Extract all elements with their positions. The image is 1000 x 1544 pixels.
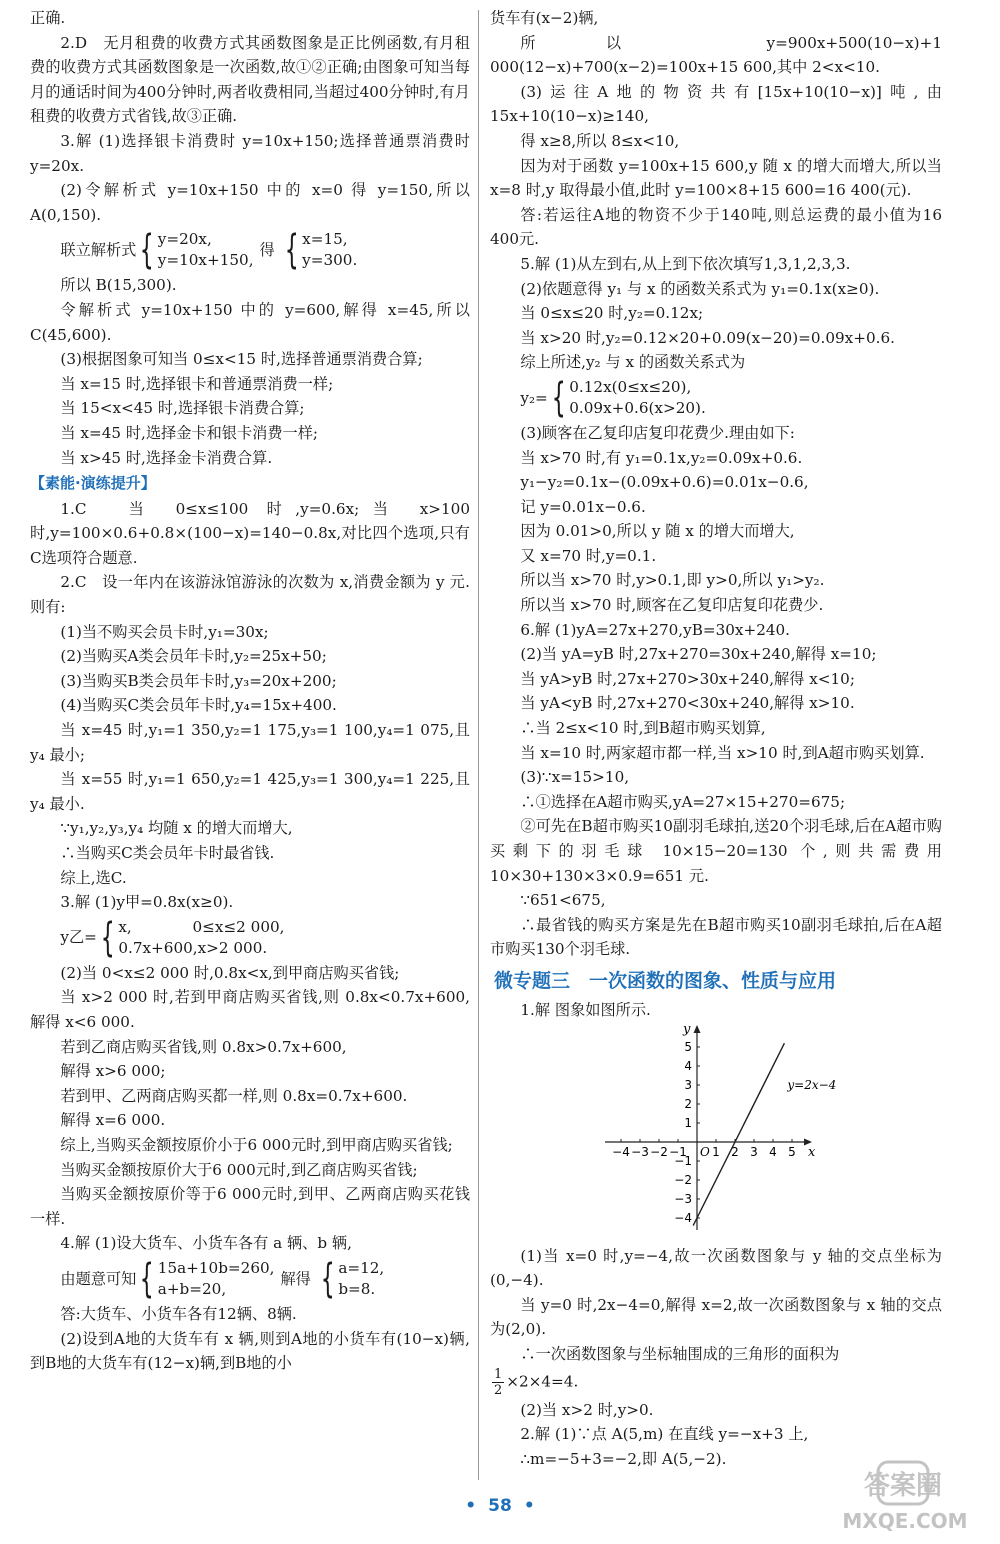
brace: { (551, 374, 566, 421)
fraction-line (490, 1367, 942, 1398)
text-paragraph: 综上所述,y₂ 与 x 的函数关系式为 (520, 353, 746, 372)
system-line: 0.12x(0≤x≤20), (569, 377, 692, 396)
topic-heading: 微专题三 一次函数的图象、性质与应用 (494, 969, 837, 992)
text-paragraph: (4)当购买C类会员年卡时,y₄=15x+400. (60, 696, 337, 715)
fraction (492, 1367, 504, 1398)
y-tick-label: 1 (684, 1115, 692, 1130)
function-line-label: y=2x−4 (787, 1077, 837, 1092)
equation-system (30, 914, 470, 961)
system-line: x, 0≤x≤2 000, (118, 917, 285, 936)
text-paragraph: (3)顾客在乙复印店复印花费少.理由如下: (520, 423, 795, 442)
text-paragraph: ∵651<675, (520, 891, 606, 910)
y-tick-label: 3 (684, 1077, 692, 1092)
text-paragraph: 正确. (30, 9, 66, 27)
system-prefix: y乙= (60, 928, 97, 947)
text-paragraph: (1)当 x=0 时,y=−4,故一次函数图象与 y 轴的交点坐标为(0,−4). (490, 1246, 942, 1290)
system-line: y=300. (302, 251, 358, 270)
text-paragraph: 综上,当购买金额按原价小于6 000元时,到甲商店购买省钱; (60, 1135, 453, 1154)
right-column-top (490, 6, 942, 1023)
y-axis-arrow (694, 1025, 701, 1033)
system-prefix: y₂= (520, 388, 548, 407)
text-paragraph: 当 x>20 时,y₂=0.12×20+0.09(x−20)=0.09x+0.6. (520, 328, 895, 347)
text-paragraph: 当 x>2 000 时,若到甲商店购买省钱,则 0.8x<0.7x+600,解得 x<6 000. (30, 988, 470, 1031)
text-paragraph: 令解析式 y=10x+150 中的 y=600,解得 x=45,所以C(45,600). (30, 300, 470, 344)
text-paragraph: (2)依题意得 y₁ 与 x 的函数关系式为 y₁=0.1x(x≥0). (520, 279, 880, 298)
y-tick-label: 2 (684, 1096, 692, 1111)
text-paragraph: 所以 y=900x+500(10−x)+1 000(12−x)+700(x−2)=100x+15 600,其中 2<x<10. (490, 33, 942, 77)
text-paragraph: 当 x=45 时,选择金卡和银卡消费一样; (60, 423, 319, 442)
text-paragraph: 1.C 当 0≤x≤100 时,y=0.6x;当 x>100 时,y=100×0.6+0.8×(100−x)=140−0.8x,对比四个选项,只有C选项符合题意. (30, 499, 470, 567)
text-paragraph: ∴①选择在A超市购买,yA=27×15+270=675; (520, 792, 846, 811)
function-line (693, 1043, 784, 1225)
text-paragraph: (1)当不购买会员卡时,y₁=30x; (60, 622, 269, 641)
system-line: a+b=20, (157, 1279, 227, 1298)
text-paragraph: 记 y=0.01x−0.6. (520, 497, 646, 516)
y-tick-label: 5 (684, 1039, 692, 1054)
system-line: 0.09x+0.6(x>20). (569, 398, 706, 417)
x-tick-label: 1 (712, 1144, 720, 1159)
text-paragraph: 因为 0.01>0,所以 y 随 x 的增大而增大, (520, 522, 795, 541)
y-tick-label: −4 (674, 1210, 692, 1225)
text-paragraph: (2)当 0<x≤2 000 时,0.8x<x,到甲商店购买省钱; (60, 963, 400, 982)
text-paragraph: (3)∵x=15>10, (520, 768, 630, 787)
text-paragraph: ∴最省钱的购买方案是先在B超市购买10副羽毛球拍,后在A超市购买130个羽毛球. (490, 915, 942, 959)
y-tick-label: −1 (674, 1153, 692, 1168)
text-paragraph: 当 x=10 时,两家超市都一样,当 x>10 时,到A超市购买划算. (520, 743, 925, 762)
text-paragraph: 得 x≥8,所以 8≤x<10, (520, 131, 680, 150)
text-paragraph: ∴一次函数图象与坐标轴围成的三角形的面积为 (520, 1344, 840, 1363)
x-tick-label: 2 (731, 1144, 739, 1159)
watermark-url: MXQE.COM (842, 1509, 968, 1533)
system-line: 15a+10b=260, (157, 1258, 275, 1277)
text-paragraph: 1.解 图象如图所示. (520, 1000, 651, 1019)
text-paragraph: (3)当购买B类会员年卡时,y₃=20x+200; (60, 671, 337, 690)
y-tick-label: 4 (684, 1058, 692, 1073)
text-paragraph: 因为对于函数 y=100x+15 600,y 随 x 的增大而增大,所以当 x=8 时,y 取得最小值,此时 y=100×8+15 600=16 400(元). (490, 156, 942, 200)
text-paragraph: y₁−y₂=0.1x−(0.09x+0.6)=0.01x−0.6, (520, 473, 809, 492)
brace: { (140, 227, 155, 274)
text-paragraph: 若到乙商店购买省钱,则 0.8x>0.7x+600, (60, 1037, 347, 1056)
text-paragraph: (2)设到A地的大货车有 x 辆,则到A地的小货车有(10−x)辆,到B地的大货车有(12−x)辆,到B地的小 (30, 1329, 470, 1373)
text-paragraph: 当 x>70 时,有 y₁=0.1x,y₂=0.09x+0.6. (520, 448, 803, 467)
system-line: b=8. (338, 1279, 376, 1298)
system-solution (338, 1258, 384, 1300)
fraction-numerator: 1 (494, 1366, 503, 1382)
text-paragraph: 当 15<x<45 时,选择银卡消费合算; (60, 399, 305, 418)
text-paragraph: 5.解 (1)从左到右,从上到下依次填写1,3,1,2,3,3. (520, 254, 851, 273)
right-column (490, 6, 942, 1471)
text-paragraph: 又 x=70 时,y=0.1. (520, 546, 657, 565)
y-axis-label: y (683, 1021, 691, 1037)
fraction-tail: ×2×4=4. (506, 1372, 579, 1391)
watermark-text: 答案圈 (863, 1471, 943, 1501)
system-lines (158, 229, 254, 271)
text-paragraph: 2.D 无月租费的收费方式其函数图象是正比例函数,有月租费的收费方式其函数图象是一次函数,故①②正确;由图象可知当每月的通话时间为400分钟时,两者收费相同,当超过400分钟时,有月租费的收费方式省钱,故③正确. (30, 33, 470, 126)
system-lines (118, 917, 284, 959)
x-tick-label: −3 (631, 1144, 649, 1159)
brace: { (320, 1255, 335, 1302)
watermark-logo (820, 1456, 990, 1536)
text-paragraph: (2)令解析式 y=10x+150 中的 x=0 得 y=150,所以A(0,150). (30, 181, 470, 224)
text-paragraph: (2)当 yA=yB 时,27x+270=30x+240,解得 x=10; (520, 645, 877, 664)
brace: { (140, 1255, 155, 1302)
x-tick-label: 5 (788, 1144, 796, 1159)
fraction-denominator: 2 (494, 1382, 503, 1398)
system-prefix: 由题意可知 (60, 1269, 137, 1288)
text-paragraph: ∴m=−5+3=−2,即 A(5,−2). (520, 1449, 727, 1468)
system-line: 0.7x+600,x>2 000. (118, 938, 268, 957)
section-heading: 【素能·演练提升】 (30, 474, 156, 493)
system-connector: 解得 (280, 1269, 311, 1288)
text-paragraph: (3)根据图象可知当 0≤x<15 时,选择普通票消费合算; (60, 350, 423, 369)
equation-system (490, 374, 942, 421)
text-paragraph: 综上,选C. (60, 868, 127, 887)
text-paragraph: 答:大货车、小货车各有12辆、8辆. (60, 1304, 297, 1323)
system-solution (302, 229, 357, 271)
y-tick-label: −3 (674, 1191, 692, 1206)
system-prefix: 联立解析式 (60, 241, 137, 260)
text-paragraph: 当 x>45 时,选择金卡消费合算. (60, 448, 273, 467)
system-lines (158, 1258, 275, 1300)
system-lines (569, 377, 706, 419)
text-paragraph: 所以当 x>70 时,y>0.1,即 y>0,所以 y₁>y₂. (520, 571, 825, 590)
page-number-value: 58 (488, 1496, 512, 1516)
text-paragraph: 当 yA>yB 时,27x+270>30x+240,解得 x<10; (520, 669, 855, 688)
text-paragraph: 解得 x=6 000. (60, 1111, 166, 1130)
text-paragraph: (3)运往A地的物资共有[15x+10(10−x)]吨,由15x+10(10−x)≥140, (490, 82, 942, 126)
system-connector: 得 (259, 241, 275, 260)
x-tick-label: 4 (769, 1144, 777, 1159)
system-line: a=12, (338, 1258, 385, 1277)
x-axis-label: x (808, 1144, 816, 1160)
system-line: y=10x+150, (157, 251, 254, 270)
x-tick-label: 3 (750, 1144, 758, 1159)
column-divider (478, 10, 479, 1480)
graph-svg (596, 1021, 837, 1242)
text-paragraph: 答:若运往A地的物资不少于140吨,则总运费的最小值为16 400元. (490, 205, 942, 249)
text-paragraph: ②可先在B超市购买10副羽毛球拍,送20个羽毛球,后在A超市购买剩下的羽毛球 10×15−20=130 个,则共需费用 10×30+130×3×0.9=651 元. (490, 817, 942, 885)
x-tick-label: −4 (612, 1144, 630, 1159)
text-paragraph: 2.解 (1)∵点 A(5,m) 在直线 y=−x+3 上, (520, 1425, 809, 1444)
brace: { (100, 914, 115, 961)
text-paragraph: (2)当购买A类会员年卡时,y₂=25x+50; (60, 647, 327, 666)
text-paragraph: 当 x=55 时,y₁=1 650,y₂=1 425,y₃=1 300,y₄=1 225,且 y₄ 最小. (30, 770, 470, 813)
left-column (30, 6, 470, 1376)
text-paragraph: 当 x=45 时,y₁=1 350,y₂=1 175,y₃=1 100,y₄=1 075,且 y₄ 最小; (30, 721, 470, 764)
text-paragraph: 2.C 设一年内在该游泳馆游泳的次数为 x,消费金额为 y 元.则有: (30, 573, 470, 617)
x-tick-label: −2 (650, 1144, 668, 1159)
right-column-bottom (490, 1244, 942, 1472)
text-paragraph: ∴当 2≤x<10 时,到B超市购买划算, (520, 719, 766, 738)
text-paragraph: 3.解 (1)y甲=0.8x(x≥0). (60, 893, 234, 912)
text-paragraph: 当 y=0 时,2x−4=0,解得 x=2,故一次函数图象与 x 轴的交点为(2,0). (490, 1295, 942, 1339)
equation-system (30, 1255, 470, 1302)
text-paragraph: 解得 x>6 000; (60, 1062, 166, 1081)
text-paragraph: 3.解 (1)选择银卡消费时 y=10x+150;选择普通票消费时 y=20x. (30, 131, 470, 175)
text-paragraph: 所以当 x>70 时,顾客在乙复印店复印花费少. (520, 596, 824, 615)
text-paragraph: 当 0≤x≤20 时,y₂=0.12x; (520, 304, 704, 323)
system-line: x=15, (302, 230, 348, 249)
brace: { (284, 227, 299, 274)
equation-system (30, 227, 470, 274)
text-paragraph: 所以 B(15,300). (60, 276, 177, 295)
function-graph (596, 1021, 837, 1242)
text-paragraph: 货车有(x−2)辆, (490, 9, 599, 27)
text-paragraph: 当 x=15 时,选择银卡和普通票消费一样; (60, 374, 334, 393)
text-paragraph: 4.解 (1)设大货车、小货车各有 a 辆、b 辆, (60, 1234, 352, 1253)
text-paragraph: 当购买金额按原价等于6 000元时,到甲、乙两商店购买花钱一样. (30, 1185, 470, 1228)
origin-label: O (700, 1144, 710, 1159)
text-paragraph: ∴当购买C类会员年卡时最省钱. (60, 844, 275, 862)
y-tick-label: −2 (674, 1172, 692, 1187)
text-paragraph: 当购买金额按原价大于6 000元时,到乙商店购买省钱; (60, 1160, 418, 1179)
text-paragraph: ∵y₁,y₂,y₃,y₄ 均随 x 的增大而增大, (60, 819, 293, 838)
text-paragraph: 6.解 (1)yA=27x+270,yB=30x+240. (520, 620, 791, 639)
text-paragraph: 当 yA<yB 时,27x+270<30x+240,解得 x>10. (520, 694, 855, 713)
x-tick-label: −1 (669, 1144, 687, 1159)
system-line: y=20x, (157, 230, 212, 249)
text-paragraph: 若到甲、乙两商店购买都一样,则 0.8x=0.7x+600. (60, 1086, 408, 1105)
text-paragraph: (2)当 x>2 时,y>0. (520, 1400, 654, 1419)
page-number: • 58 • (465, 1496, 535, 1516)
